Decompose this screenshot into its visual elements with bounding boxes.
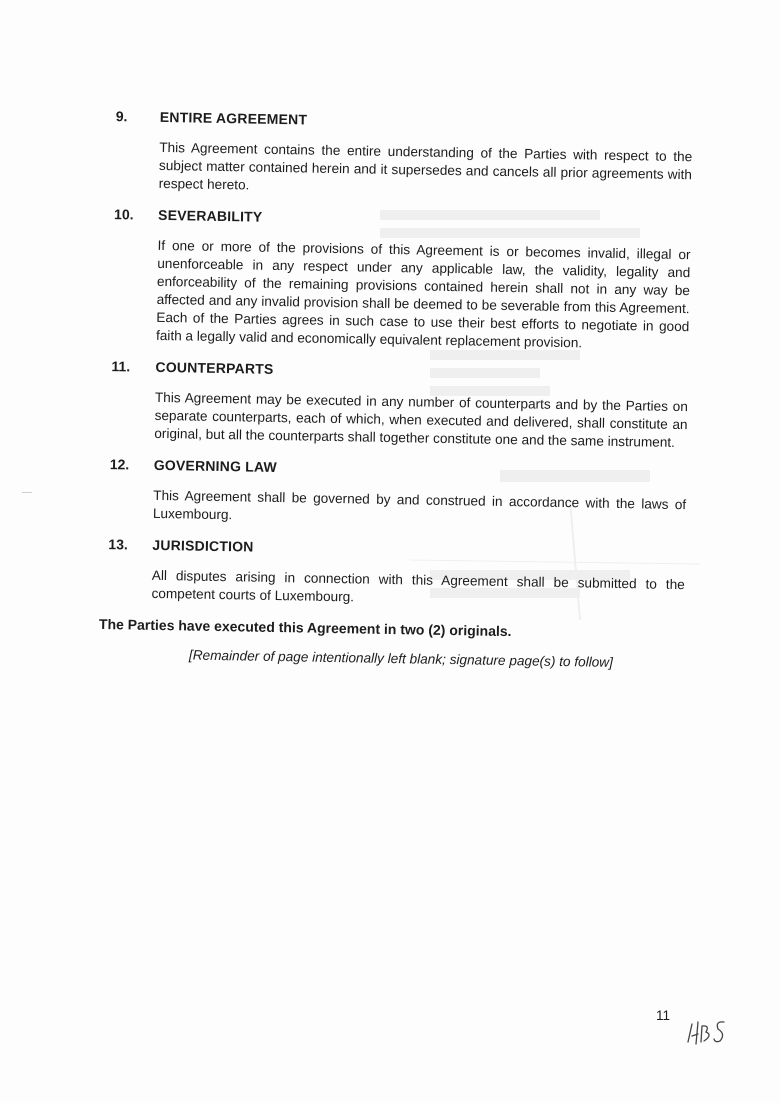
section-heading [102,456,687,482]
section-number: 9. [115,108,128,125]
section-title: JURISDICTION [152,536,254,555]
section-entire-agreement [107,108,693,202]
section-number: 11. [111,358,131,375]
section-number: 13. [108,536,128,553]
blank-page-note: [Remainder of page intentionally left blank; signature page(s) to follow] [188,647,613,670]
agreement-text [98,108,693,671]
section-governing-law [101,456,687,532]
section-body: If one or more of the provisions of this Agreement is or becomes invalid, illegal or unenforceable in any respect under any applicable law, the validity, legality and enforceability of the remaining provisions contained herein shall not in any way be affected and any invalid provision shall be deemed to be severable from this Agreement. Each of the Parties agrees in such case to use their best efforts to negotiate in good faith a legally valid and economically equivalent replacement provision. [155,237,691,351]
section-title: SEVERABILITY [158,206,263,225]
section-title: GOVERNING LAW [153,456,278,476]
section-number: 12. [109,456,130,473]
section-body: This Agreement contains the entire understanding of the Parties with respect to the subject matter contained herein and it supersedes and cancels all prior agreements with respect hereto. [158,139,693,193]
margin-mark [22,492,32,493]
section-counterparts [102,358,688,452]
section-body: This Agreement shall be governed by and construed in accordance with the laws of Luxembourg. [152,487,687,523]
section-heading [100,536,685,562]
section-title: COUNTERPARTS [155,358,274,377]
section-body: All disputes arising in connection with this Agreement shall be submitted to the competent courts of Luxembourg. [151,567,685,605]
section-heading [103,358,688,384]
section-severability [104,206,691,354]
page-number: 11 [656,1008,671,1023]
section-body: This Agreement may be executed in any number of counterparts and by the Parties on separate counterparts, each of which, when executed and delivered, shall constitute an original, but all the counterparts shall together constitute one and the same instrument. [154,389,689,450]
section-title: ENTIRE AGREEMENT [159,108,308,128]
execution-statement: The Parties have executed this Agreement in two (2) originals. [98,615,512,640]
section-heading [106,206,691,232]
handwritten-initials [684,1012,732,1052]
section-number: 10. [114,206,134,223]
section-heading [108,108,693,134]
section-jurisdiction [99,536,685,612]
